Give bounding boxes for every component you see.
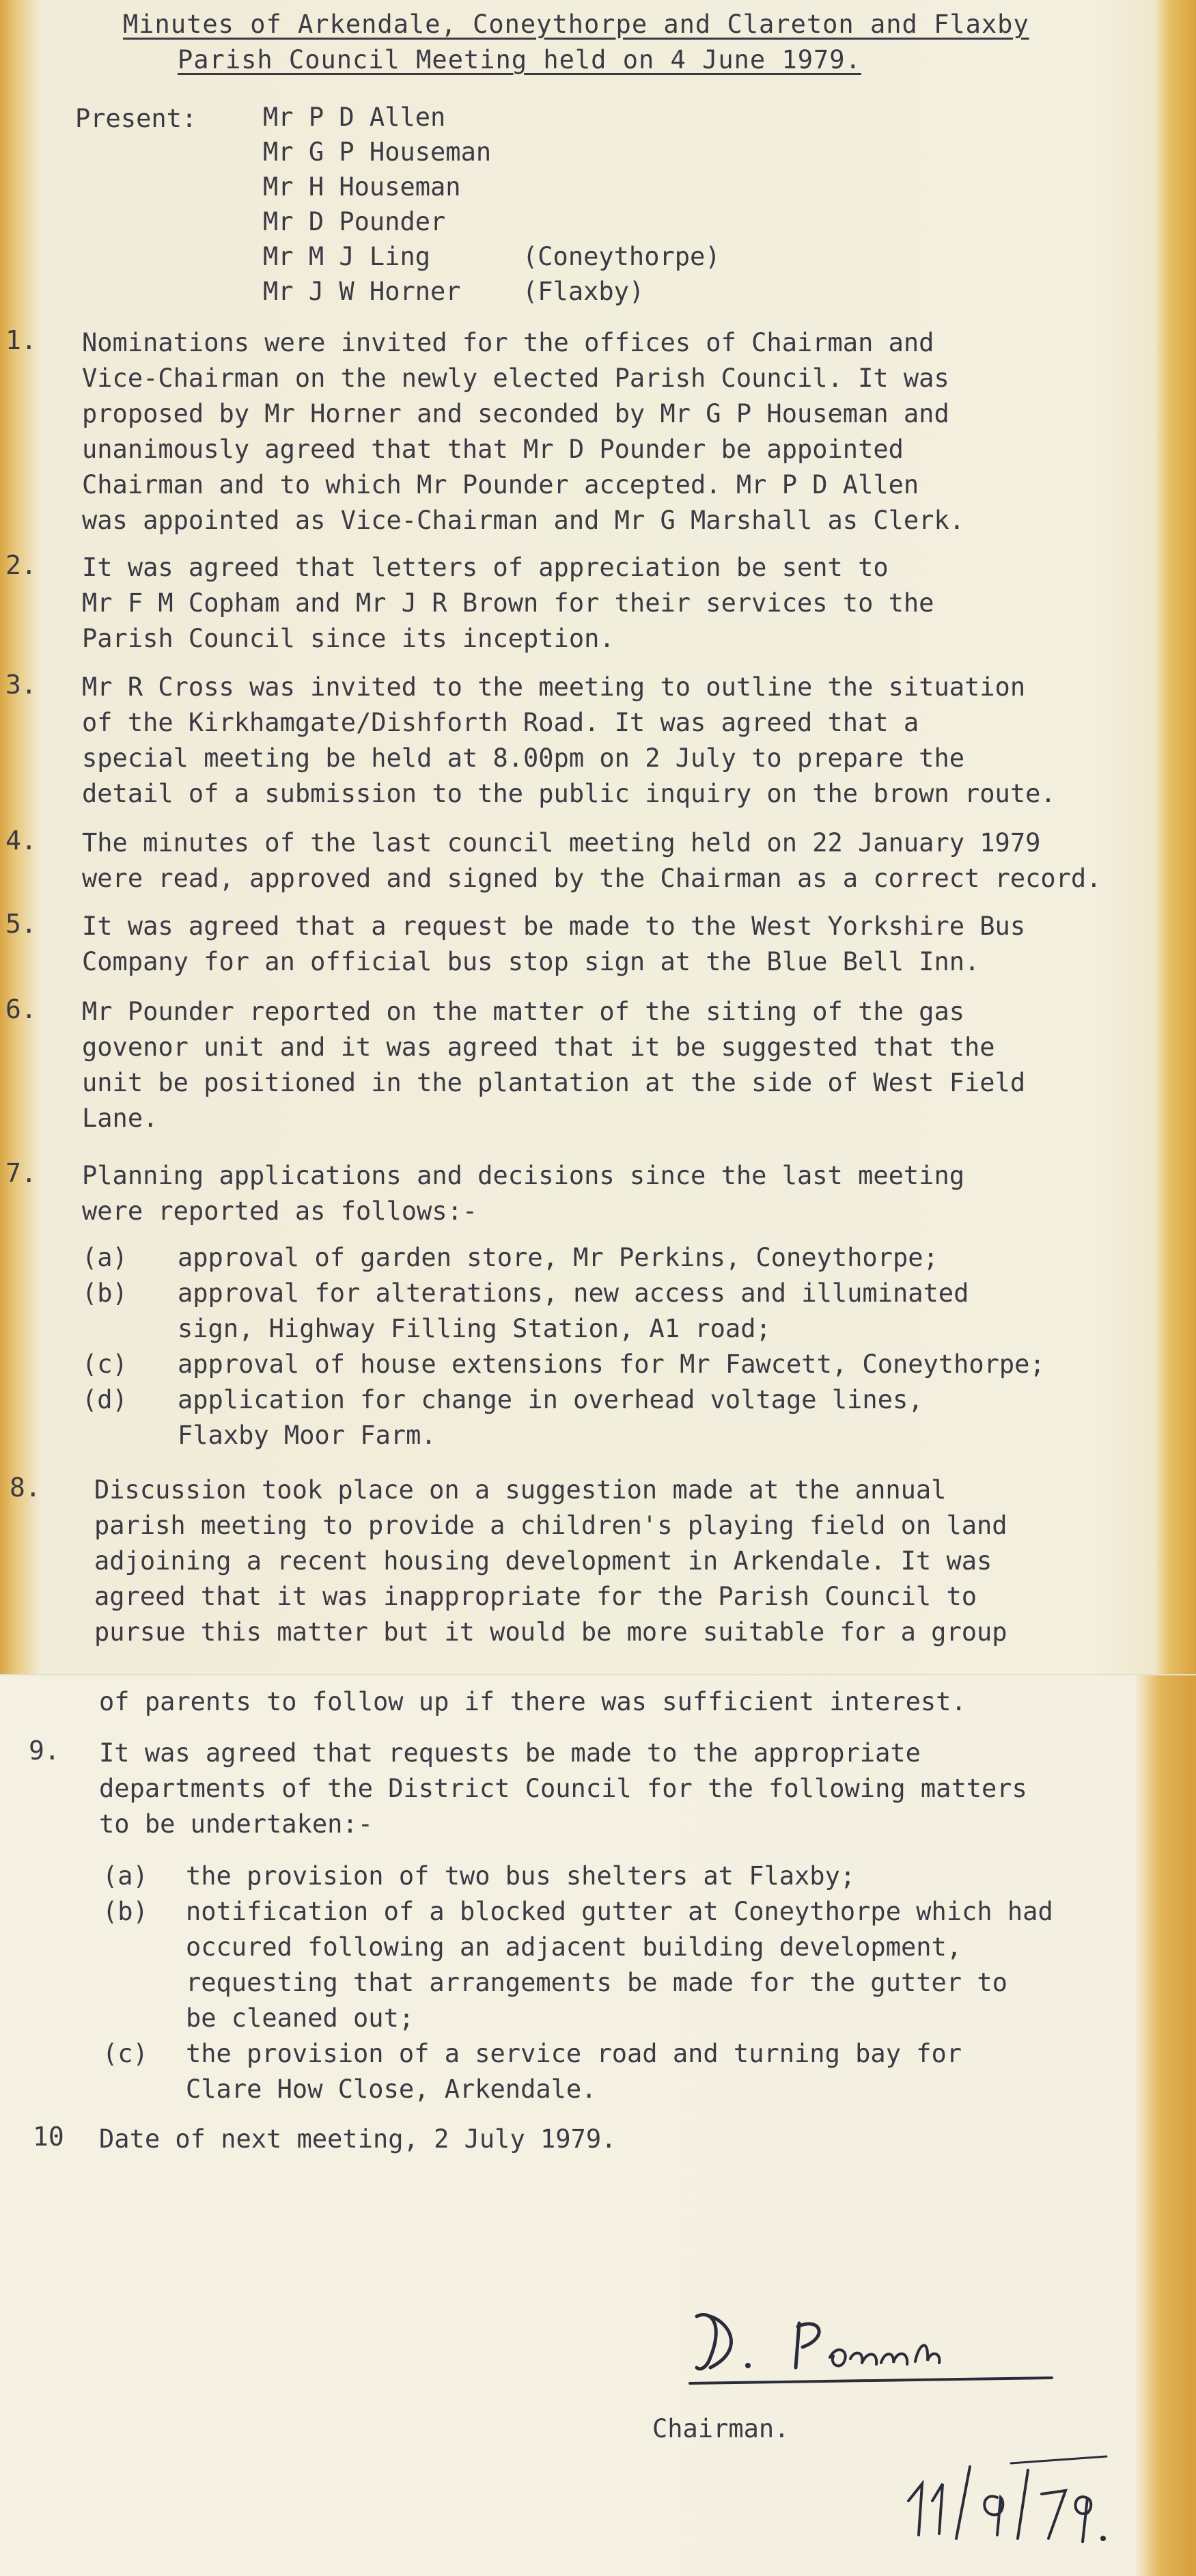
sub-item-text: the provision of two bus shelters at Flaxby; [186,1861,856,1891]
item-text: Mr R Cross was invited to the meeting to outline the situation of the Kirkhamgate/Dishforth Road. It was agreed that a special meeting be held at 8.00pm on 2 July to prepare the detail of a submission to the public inquiry on the brown route. [82,672,1056,808]
item-number: 5. [5,909,37,939]
present-member [263,242,721,276]
document-title-line-1: Minutes of Arkendale, Coneythorpe and Clareton and Flaxby [123,10,1029,39]
item-number: 4. [5,825,37,855]
sub-item-letter: (b) [102,1897,148,1926]
member-name: Mr P D Allen [263,102,446,132]
item-number: 7. [5,1158,37,1188]
member-name: Mr J W Horner [263,277,461,306]
present-member [263,172,523,206]
signed-date-handwritten [902,2453,1120,2556]
item-number: 8. [10,1472,41,1503]
member-name: Mr G P Houseman [263,137,492,167]
item-number: 3. [5,670,37,700]
chairman-signature [683,2303,1066,2398]
item-number: 2. [5,550,37,580]
item-text: It was agreed that a request be made to the West Yorkshire Bus Company for an official bus stop sign at the Blue Bell Inn. [82,912,1026,976]
sub-item-text: application for change in overhead voltage lines, Flaxby Moor Farm. [178,1385,923,1450]
sub-item-letter: (c) [82,1349,128,1379]
item-text: Mr Pounder reported on the matter of the siting of the gas govenor unit and it was agreed that it be suggested that the unit be positioned in the plantation at the side of West Field Lane. [82,997,1026,1133]
present-label: Present: [75,104,197,133]
item-text: of parents to follow up if there was sufficient interest. [99,1687,966,1716]
sub-item-letter: (c) [102,2039,148,2068]
item-text: The minutes of the last council meeting held on 22 January 1979 were read, approved and signed by the Chairman as a correct record. [82,828,1102,893]
item-text: Nominations were invited for the offices of Chairman and Vice-Chairman on the newly elected Parish Council. It was proposed by Mr Horner and seconded by Mr G P Houseman and unanimously agreed that that Mr D Pounder be appointed Chairman and to which Mr Pounder accepted. Mr P D Allen was appointed as Vice-Chairman and Mr G Marshall as Clerk. [82,328,965,535]
item-number: 6. [5,994,37,1024]
item-number: 10 [33,2122,64,2152]
member-name: Mr D Pounder [263,207,446,236]
sub-item-text: approval of house extensions for Mr Fawcett, Coneythorpe; [178,1349,1045,1379]
sub-item-text: approval for alterations, new access and illuminated sign, Highway Filling Station, A1 road; [178,1278,969,1343]
sub-item-text: the provision of a service road and turning bay for Clare How Close, Arkendale. [186,2039,962,2104]
item-text: It was agreed that letters of appreciation be sent to Mr F M Copham and Mr J R Brown for their services to the Parish Council since its inception. [82,553,934,653]
sub-item-text: notification of a blocked gutter at Coneythorpe which had occured following an adjacent building development, requesting that arrangements be made for the gutter to be cleaned out; [186,1897,1053,2033]
item-text: It was agreed that requests be made to the appropriate departments of the District Council for the following matters to be undertaken:- [99,1738,1027,1839]
item-number: 1. [5,325,37,355]
sub-item-letter: (a) [82,1243,128,1272]
document-title-line-2: Parish Council Meeting held on 4 June 1979. [178,45,861,74]
present-member [263,207,523,241]
item-text: Discussion took place on a suggestion made at the annual parish meeting to provide a children's playing field on land adjoining a recent housing development in Arkendale. It was agreed that it was inappropriate for the Parish Council to pursue this matter but it would be more suitable for a group [94,1475,1007,1647]
present-member [263,102,523,137]
member-note: (Flaxby) [523,277,645,306]
present-member [263,137,523,172]
item-number: 9. [29,1736,60,1766]
chairman-label: Chairman. [652,2414,790,2443]
sub-item-letter: (a) [102,1861,148,1891]
item-text: Date of next meeting, 2 July 1979. [99,2124,617,2154]
sub-item-letter: (b) [82,1278,128,1308]
member-note: (Coneythorpe) [523,242,721,271]
sub-item-letter: (d) [82,1385,128,1414]
member-name: Mr M J Ling [263,242,431,271]
member-name: Mr H Houseman [263,172,461,202]
item-text: Planning applications and decisions since the last meeting were reported as follows:- [82,1161,965,1226]
sub-item-text: approval of garden store, Mr Perkins, Coneythorpe; [178,1243,938,1272]
present-member [263,277,644,311]
